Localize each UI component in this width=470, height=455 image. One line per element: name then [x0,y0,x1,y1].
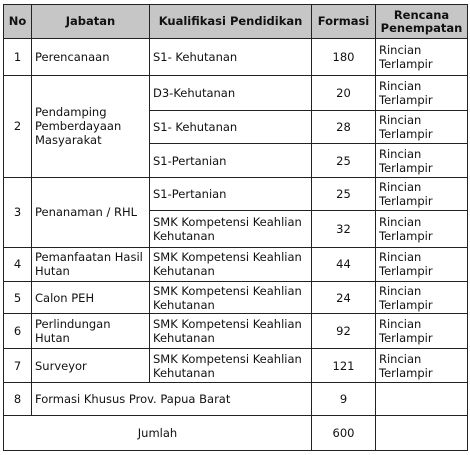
cell-rencana [376,383,468,416]
table-row [4,39,468,76]
cell-rencana: Rincian Terlampir [376,144,468,178]
cell-kualifikasi: S1-Pertanian [150,144,312,178]
cell-rencana: Rincian Terlampir [376,313,468,348]
table-row [4,383,468,416]
total-formasi: 600 [312,416,376,451]
table-row [4,247,468,282]
table-row [4,348,468,383]
cell-kualifikasi: SMK Kompetensi Keahlian Kehutanan [150,247,312,282]
cell-jabatan: Penanaman / RHL [32,178,150,248]
cell-no: 2 [4,75,32,177]
header-rencana: Rencana Penempatan [376,5,468,39]
table-row [4,178,468,211]
cell-kualifikasi: SMK Kompetensi Keahlian Kehutanan [150,282,312,314]
header-jabatan: Jabatan [32,5,150,39]
cell-kualifikasi: SMK Kompetensi Keahlian Kehutanan [150,313,312,348]
cell-no: 3 [4,178,32,248]
cell-jabatan: Perlindungan Hutan [32,313,150,348]
cell-formasi: 180 [312,39,376,76]
cell-rencana: Rincian Terlampir [376,247,468,282]
cell-rencana: Rincian Terlampir [376,348,468,383]
table-row [4,282,468,314]
cell-formasi: 92 [312,313,376,348]
cell-no: 4 [4,247,32,282]
header-kualifikasi: Kualifikasi Pendidikan [150,5,312,39]
cell-kualifikasi: S1-Pertanian [150,178,312,211]
table-row [4,75,468,110]
cell-kualifikasi: SMK Kompetensi Keahlian Kehutanan [150,348,312,383]
cell-rencana: Rincian Terlampir [376,39,468,76]
table-row [4,313,468,348]
cell-rencana: Rincian Terlampir [376,75,468,110]
cell-formasi: 121 [312,348,376,383]
cell-rencana: Rincian Terlampir [376,282,468,314]
cell-formasi: 24 [312,282,376,314]
cell-kualifikasi: S1- Kehutanan [150,110,312,144]
cell-jabatan: Perencanaan [32,39,150,76]
cell-jabatan: Formasi Khusus Prov. Papua Barat [32,383,312,416]
cell-formasi: 32 [312,210,376,247]
cell-rencana: Rincian Terlampir [376,110,468,144]
cell-no: 7 [4,348,32,383]
cell-no: 5 [4,282,32,314]
cell-jabatan: Pendamping Pemberdayaan Masyarakat [32,75,150,177]
table-header-row [4,5,468,39]
cell-kualifikasi: SMK Kompetensi Keahlian Kehutanan [150,210,312,247]
cell-jabatan: Surveyor [32,348,150,383]
cell-jabatan: Calon PEH [32,282,150,314]
cell-no: 6 [4,313,32,348]
cell-no: 1 [4,39,32,76]
cell-rencana: Rincian Terlampir [376,210,468,247]
cell-jabatan: Pemanfaatan Hasil Hutan [32,247,150,282]
cell-formasi: 25 [312,144,376,178]
total-label: Jumlah [4,416,312,451]
cell-formasi: 44 [312,247,376,282]
cell-formasi: 9 [312,383,376,416]
cell-formasi: 25 [312,178,376,211]
cell-kualifikasi: S1- Kehutanan [150,39,312,76]
cell-formasi: 28 [312,110,376,144]
cell-formasi: 20 [312,75,376,110]
total-rencana [376,416,468,451]
header-formasi: Formasi [312,5,376,39]
cell-rencana: Rincian Terlampir [376,178,468,211]
header-no: No [4,5,32,39]
cell-kualifikasi: D3-Kehutanan [150,75,312,110]
cell-no: 8 [4,383,32,416]
total-row [4,416,468,451]
formasi-table [3,4,468,451]
